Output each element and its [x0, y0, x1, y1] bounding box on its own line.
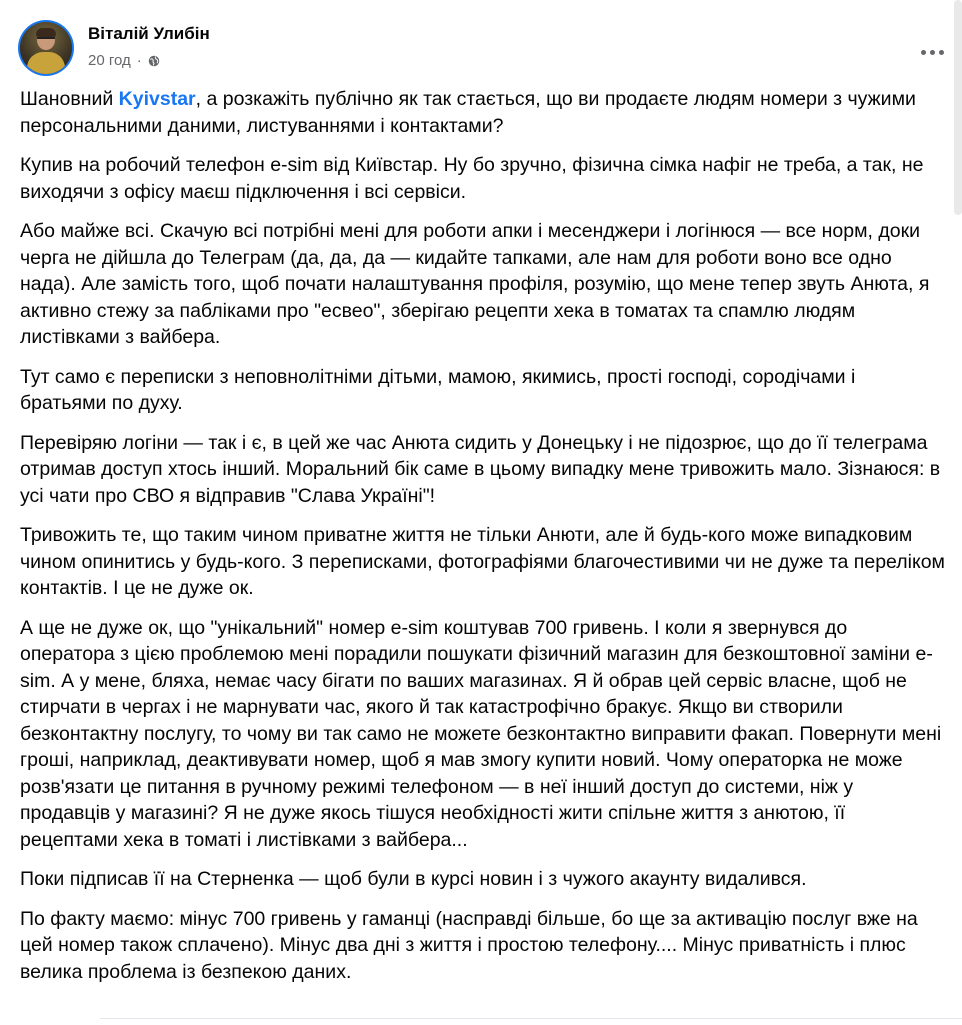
post-text: [20, 86, 945, 998]
mention-link[interactable]: Kyivstar: [118, 88, 196, 110]
post-time[interactable]: 20 год: [88, 52, 131, 69]
scrollbar[interactable]: [954, 0, 962, 215]
paragraph-7: А ще не дуже ок, що "унікальний" номер e-sim коштував 700 гривень. І коли я звернувся до оператора з цією проблемою мені порадили пошукати фізичний магазин для безкоштовної заміни e-sim. А у мене, бляха, немає часу бігати по ваших магазинах. Я й обрав цей сервіс власне, щоб не стирчати в чергах і не марнувати час, якого й так катастрофічно бракує. Якщо ви створили безконтактну послугу, то чому ви так само не можете безконтактно виправити факап. Повернути мені гроші, наприклад, деактивувати номер, щоб я мав змогу купити новий. Чому операторка не може розв'язати це питання в ручному режимі телефоном — в неї інший доступ до системи, ніж у продавців у магазині? Я не дуже якось тішуся необхідності жити спільне життя з анютою, її рецептами хека в томаті і листівками з вайбера...: [20, 616, 942, 851]
paragraph-4: Тут само є переписки з неповнолітніми дітьми, мамою, якимись, прості господі, сородічами і братьями по духу.: [20, 365, 856, 414]
paragraph-9: По факту маємо: мінус 700 гривень у гаманці (насправді більше, бо ще за активацію послуг вже на цей номер також сплачено). Мінус два дні з життя і простою телефону.... Мінус приватність і плюс велика проблема із безпекою даних.: [20, 907, 918, 983]
paragraph-2: Купив на робочий телефон e-sim від Київстар. Ну бо зручно, фізична сімка нафіг не треба, а так, не виходячи з офісу маєш підключення і всі сервіси.: [20, 154, 924, 203]
paragraph-5: Перевіряю логіни — так і є, в цей же час Анюта сидить у Донецьку і не підозрює, що до її телеграма отримав доступ хтось інший. Моральний бік саме в цьому випадку мене тривожить мало. Зізнаюся: в усі чати про СВО я відправив "Слава Україні"!: [20, 431, 941, 507]
author-name[interactable]: Віталій Улибін: [88, 24, 210, 43]
paragraph-6: Тривожить те, що таким чином приватне життя не тільки Анюти, але й будь-кого може випадковим чином опинитись у будь-кого. З переписками, фотографіями благочестивими чи не дуже та переліком контактів. І це не дуже ок.: [20, 524, 945, 599]
post-header: [20, 14, 950, 74]
paragraph-1-start: Шановний: [20, 88, 119, 110]
paragraph-3: Або майже всі. Скачую всі потрібні мені для роботи апки і месенджери і логінюся — все норм, доки черга не дійшла до Телеграм (да, да, да — кидайте тапками, але нам для роботи воно все одно нада). Але замість того, щоб почати налаштування профіля, розумію, що мене тепер звуть Анюта, я активно стежу за пабліками про "есвео", зберігаю рецепти хека в томатах та спамлю людям листівками з вайбера.: [20, 220, 930, 348]
paragraph-1: [20, 86, 945, 139]
globe-icon: [148, 55, 160, 67]
meta-separator: ·: [136, 52, 142, 69]
paragraph-1-end: , а розкажіть публічно як так стається, що ви продаєте людям номери з чужими персональними даними, листуваннями і контактами?: [20, 88, 916, 137]
avatar[interactable]: [20, 22, 72, 74]
paragraph-8: Поки підписав її на Стерненка — щоб були в курсі новин і з чужого акаунту видалився.: [20, 868, 807, 890]
more-options-icon[interactable]: [914, 40, 950, 64]
post-meta: [88, 52, 160, 69]
